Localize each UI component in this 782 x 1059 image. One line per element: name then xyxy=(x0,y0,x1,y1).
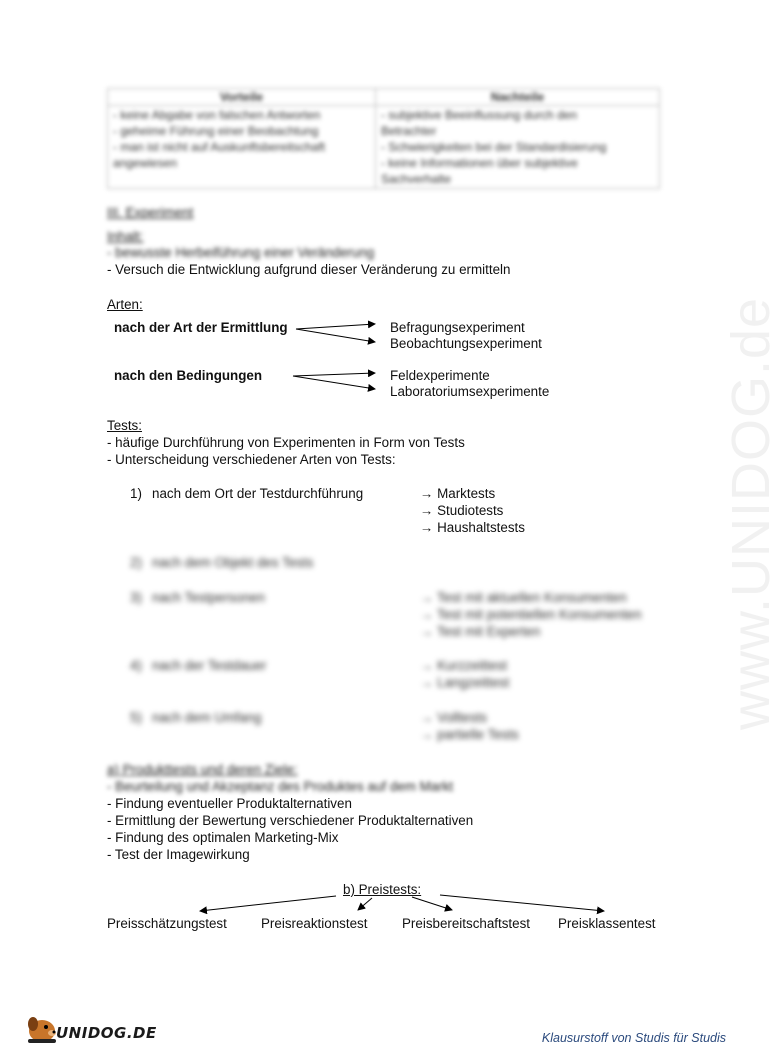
test-subitem-label: Volltests xyxy=(437,710,487,725)
inhalt-line: - bewusste Herbeiführung einer Veränderung xyxy=(107,245,375,260)
preistests-item: Preisreaktionstest xyxy=(261,916,368,931)
arrow-icon: → xyxy=(420,675,434,690)
arrow-line xyxy=(200,896,336,911)
table-line: - geheime Führung einer Beobachtung xyxy=(113,124,319,138)
arrow-icon: → xyxy=(420,710,434,725)
preistests-item: Preisklassentest xyxy=(558,916,656,931)
produkttests-line: - Findung des optimalen Marketing-Mix xyxy=(107,830,339,845)
test-subitem-label: Test mit Experten xyxy=(436,624,541,639)
inhalt-line: - Versuch die Entwicklung aufgrund dieser Veränderung zu ermitteln xyxy=(107,262,511,277)
test-item-text: nach Testpersonen xyxy=(152,590,265,605)
produkttests-line: - Findung eventueller Produktalternativen xyxy=(107,796,352,811)
table-header: Nachteile xyxy=(375,89,659,106)
test-subitem xyxy=(420,590,627,606)
arrow-icon: → xyxy=(420,658,434,673)
test-item-text: nach dem Ort der Testdurchführung xyxy=(152,486,364,501)
tests-line: - Unterscheidung verschiedener Arten von Tests: xyxy=(107,452,396,467)
produkttests-line: - Beurteilung und Akzeptanz des Produktes auf dem Markt xyxy=(107,779,454,794)
table-line: - man ist nicht auf Auskunftsbereitschaft xyxy=(113,140,326,154)
test-item-text: nach dem Objekt des Tests xyxy=(152,555,314,570)
test-subitem-label: Studiotests xyxy=(437,503,504,518)
arrow-line xyxy=(293,373,375,376)
watermark: www.UNIDOG.de xyxy=(721,296,781,730)
inhalt-label: Inhalt: xyxy=(107,229,144,244)
comparison-table xyxy=(107,88,660,186)
produkttests-heading: a) Produkttests und deren Ziele: xyxy=(107,762,298,777)
arrow-icon: → xyxy=(420,486,434,501)
test-subitem-label: Test mit aktuellen Konsumenten xyxy=(436,590,627,605)
arrow-line xyxy=(440,895,604,911)
table-cell-nachteile xyxy=(375,106,659,189)
test-subitem xyxy=(420,727,519,743)
logo-text: UNIDOG.DE xyxy=(56,1024,157,1042)
arrow-icon: → xyxy=(420,590,434,605)
arten-item: nach den Bedingungen xyxy=(114,368,263,383)
arrow-icon: → xyxy=(420,503,434,518)
footer-tagline: Klausurstoff von Studis für Studis xyxy=(541,1031,726,1045)
test-subitem-label: Test mit potentiellen Konsumenten xyxy=(436,607,642,622)
arten-subitem: Laboratoriumsexperimente xyxy=(390,384,550,399)
test-subitem-label: partielle Tests xyxy=(437,727,519,742)
test-subitem-label: Haushaltstests xyxy=(437,520,525,535)
test-subitem xyxy=(420,624,540,640)
dog-icon xyxy=(28,1017,56,1043)
arrow-line xyxy=(412,897,452,910)
test-item-text: nach dem Umfang xyxy=(152,710,262,725)
arrow-line xyxy=(358,898,372,910)
test-subitem xyxy=(420,520,525,534)
arrow-line xyxy=(296,324,375,329)
table-line: - subjektive Beeinflussung durch den xyxy=(380,108,578,122)
test-subitem xyxy=(420,658,507,674)
test-subitem xyxy=(420,675,509,691)
table-line: Betrachter xyxy=(380,124,437,138)
table-line: - keine Abgabe von falschen Antworten xyxy=(113,108,321,122)
test-subitem-label: Langzeittest xyxy=(437,675,510,690)
preistests-item: Preisschätzungstest xyxy=(107,916,227,931)
test-subitem xyxy=(420,503,503,519)
arrow-line xyxy=(293,376,375,389)
arten-subitem: Beobachtungsexperiment xyxy=(390,336,542,351)
table-line: angewiesen xyxy=(113,156,178,170)
produkttests-line: - Test der Imagewirkung xyxy=(107,847,250,862)
test-item-number: 2) xyxy=(130,555,142,570)
test-subitem xyxy=(420,486,495,502)
test-item-number: 4) xyxy=(130,658,142,673)
preistests-item: Preisbereitschaftstest xyxy=(402,916,531,931)
table-line: - keine Informationen über subjektive xyxy=(380,156,578,170)
section-heading: III. Experiment xyxy=(107,205,194,220)
arrow-icon: → xyxy=(420,624,434,639)
arrow-icon: → xyxy=(420,727,434,742)
tests-line: - häufige Durchführung von Experimenten in Form von Tests xyxy=(107,435,465,450)
table-line: - Schwierigkeiten bei der Standardisierung xyxy=(380,140,607,154)
preistests-heading: b) Preistests: xyxy=(343,882,422,897)
tests-label: Tests: xyxy=(107,418,142,433)
test-subitem-label: Marktests xyxy=(437,486,496,501)
test-subitem xyxy=(420,607,642,623)
test-subitem-label: Kurzzeittest xyxy=(437,658,508,673)
arten-subitem: Feldexperimente xyxy=(390,368,490,383)
arten-label: Arten: xyxy=(107,297,143,312)
arrow-icon: → xyxy=(420,607,434,622)
arten-item: nach der Art der Ermittlung xyxy=(114,320,288,335)
table-line: Sachverhalte xyxy=(380,172,452,186)
test-item-number: 1) xyxy=(130,486,142,501)
produkttests-line: - Ermittlung der Bewertung verschiedener Produktalternativen xyxy=(107,813,474,828)
test-item-number: 5) xyxy=(130,710,142,725)
table-cell-vorteile xyxy=(108,106,376,189)
arten-subitem: Befragungsexperiment xyxy=(390,320,525,335)
table-header: Vorteile xyxy=(108,89,376,106)
arrow-line xyxy=(296,329,375,342)
test-item-text: nach der Testdauer xyxy=(152,658,267,673)
arrow-icon: → xyxy=(420,520,434,535)
test-item-number: 3) xyxy=(130,590,142,605)
test-subitem xyxy=(420,710,487,726)
